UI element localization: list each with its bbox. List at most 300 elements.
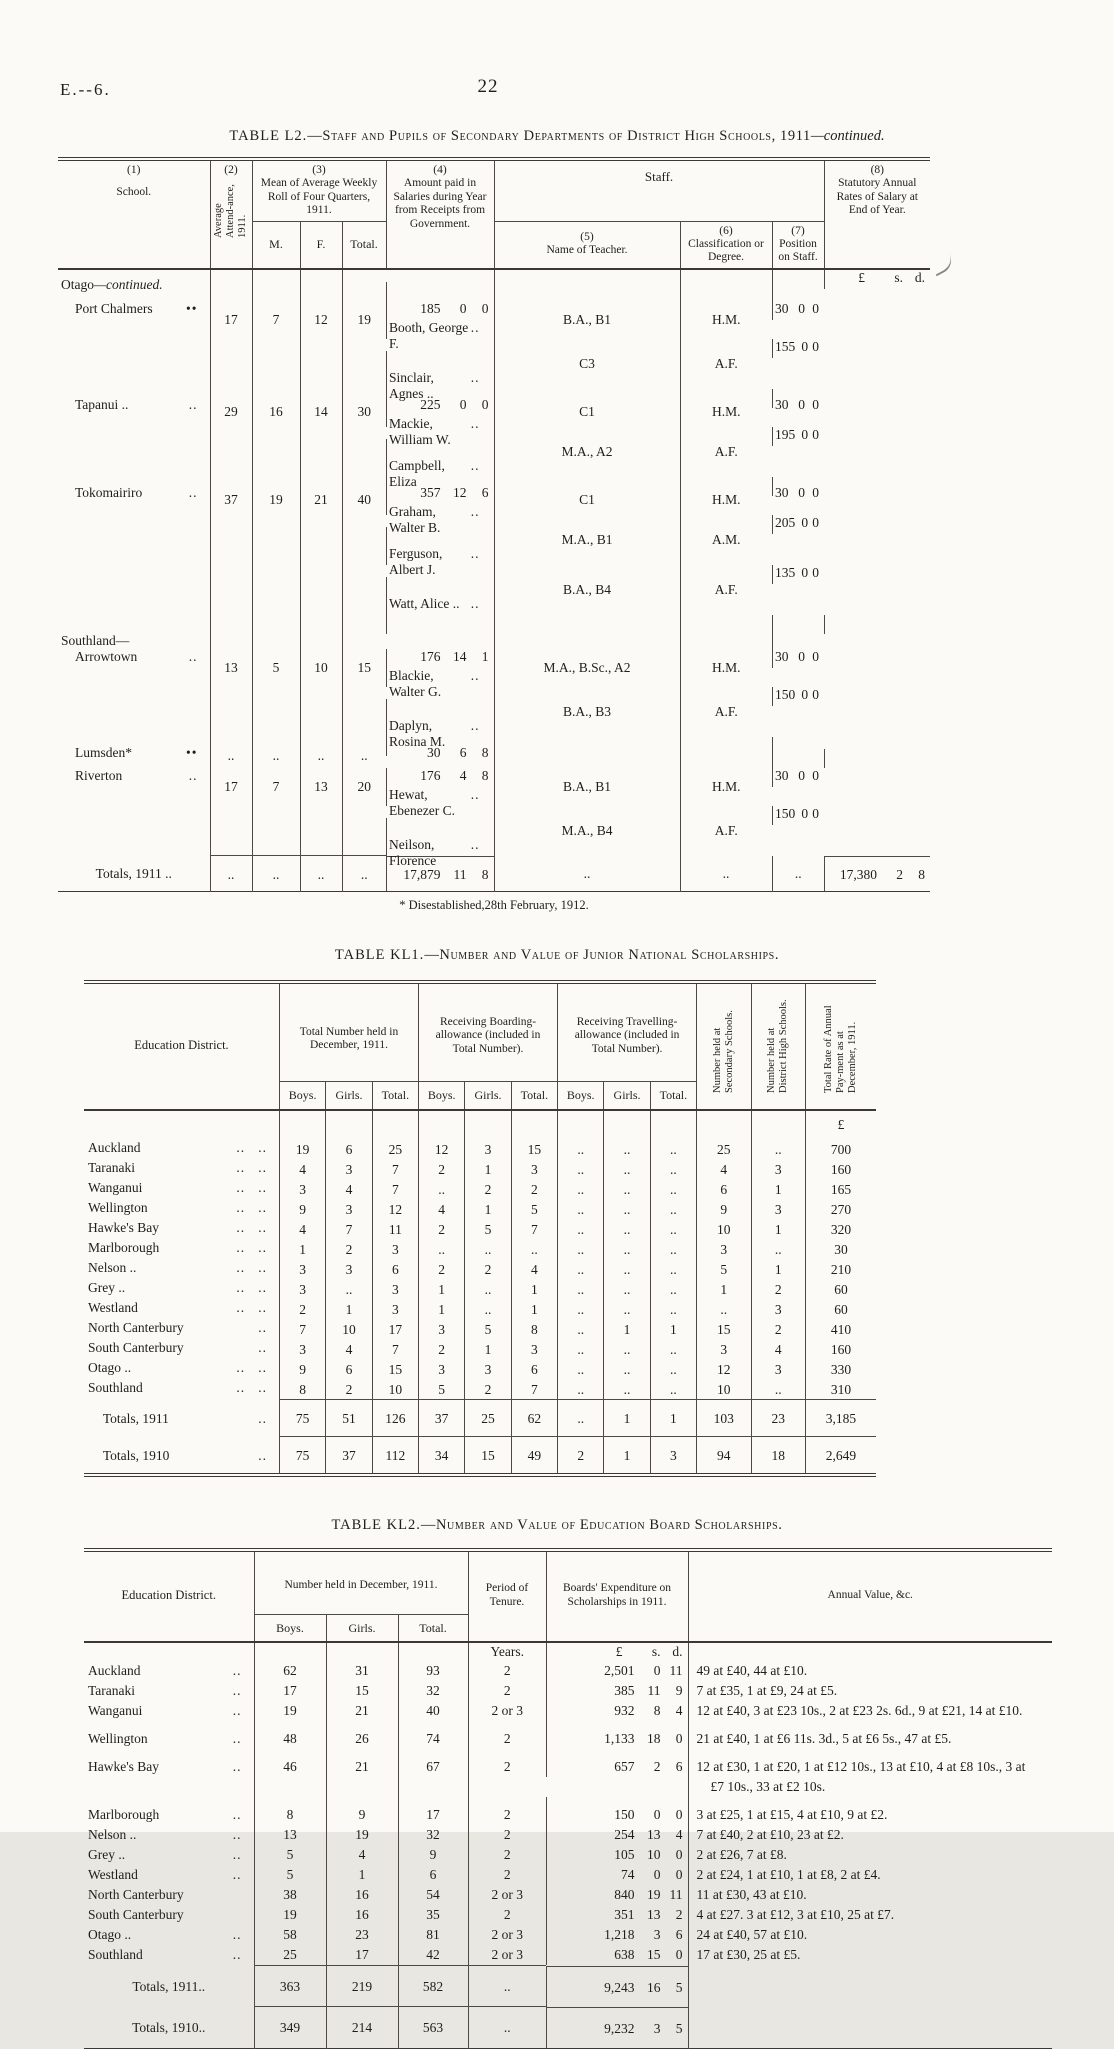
value-cell: 2 or 3 [468,1885,546,1905]
text: Booth, George F. [389,319,469,351]
value-cell: 1 [326,1865,398,1885]
teacher-name-cell [386,457,494,489]
text: Hewat, Ebenezer C. [389,786,455,818]
value-cell: 3 [279,1340,325,1360]
table-row [84,1825,1052,1845]
text: .. .. [236,1359,267,1375]
table-l2-footnote: * Disestablished,28th February, 1912. [399,897,589,912]
text: 13 [647,1827,661,1843]
value-cell [252,615,300,649]
value-cell: 17 [210,768,252,806]
value-cell [210,269,252,301]
classification-cell: M.A., A2 [494,427,680,477]
text: •• [186,744,198,760]
text: 0 [675,1731,683,1747]
value-cell: 2 [279,1300,325,1320]
value-cell: 2 [465,1180,511,1200]
district-cell [84,1380,279,1400]
col-travelling-header: Receiving Travelling-allowance (included in Total Number). [558,982,697,1082]
text: Otago .. [88,1927,132,1943]
value-cell [342,806,386,856]
district-cell [84,1220,279,1240]
value-cell [342,615,386,649]
table-kl1-title: TABLE KL1.—Number and Value of Junior National Scholarships. [334,946,780,963]
value-cell [751,1110,805,1134]
value-cell [252,269,300,301]
text: 0 [675,1947,683,1963]
value-cell [210,339,252,389]
value-cell [252,339,300,389]
value-cell: 21 [326,1749,398,1797]
text: 0 [812,484,820,500]
position-cell: H.M. [680,301,772,339]
text: Nelson .. [88,1827,137,1843]
col-amount-header: (4) Amount paid in Salaries during Year from Receipts from Government. [386,159,494,269]
text: Ferguson, Albert J. [389,545,443,577]
col-district-header: Education District. [121,1588,216,1603]
value-cell: 3 [279,1180,325,1200]
value-cell: 1 [511,1280,557,1300]
school-cell [58,477,210,500]
value-cell: 3 [372,1240,418,1260]
value-cell [558,1110,604,1134]
text: 385 [614,1683,635,1699]
text: 11 [669,1887,683,1903]
text: 0 [675,1867,683,1883]
totals-value-cell: 214 [326,2007,398,2049]
value-cell: 15 [326,1681,398,1701]
value-cell: 19 [252,477,300,515]
text: 0 [798,396,806,412]
text: 2 [675,1907,683,1923]
salary-cell [824,615,930,634]
salary-cell [772,515,824,534]
table-kl1-body [84,1110,876,1476]
text: .. [232,1703,242,1719]
text: 6 [675,1927,683,1943]
value-cell: 42 [398,1945,468,1966]
value-cell: 4 [419,1200,465,1220]
value-cell: .. [604,1380,650,1400]
text: 9,243 [604,1979,635,1995]
text: Marlborough [88,1239,160,1255]
district-cell [84,1825,254,1845]
value-cell: 9 [398,1845,468,1865]
totals-value-cell: 15 [465,1437,511,1476]
text: 155 [775,338,796,354]
salary-cell [772,427,824,446]
value-cell: 3 [326,1260,372,1280]
value-cell: .. [465,1300,511,1320]
teacher-name-cell [386,786,494,818]
text: 638 [614,1947,635,1963]
col-secondary-header: Number held at Secondary Schools. [697,982,751,1110]
text: Sinclair, Agnes .. [389,369,434,401]
text: Grey .. [88,1279,126,1295]
value-cell [650,1110,696,1134]
text: 8 [918,866,926,882]
totals-value-cell: 25 [465,1400,511,1437]
expenditure-cell [546,1797,688,1825]
text: .. [232,1947,242,1963]
value-cell: .. [558,1260,604,1280]
text: Wellington [88,1731,148,1747]
totals-label-cell [84,1400,279,1436]
position-cell: H.M. [680,768,772,806]
classification-cell [680,737,772,768]
value-cell: 19 [254,1701,326,1721]
totals-value-cell: 49 [511,1437,557,1476]
value-cell: .. [604,1300,650,1320]
value-cell: 9 [326,1797,398,1825]
value-cell: 3 [751,1300,805,1320]
salary-cell [824,270,930,289]
text: Wanganui [88,1179,143,1195]
totals-row [58,856,930,892]
school-cell [58,615,210,649]
value-cell: 6 [326,1360,372,1380]
text: Taranaki [88,1159,136,1175]
value-cell: 5 [465,1320,511,1340]
text: 5 [675,2020,683,2036]
text: 13 [647,1907,661,1923]
value-cell: 4 [279,1220,325,1240]
district-cell [84,1240,279,1260]
value-cell: 15 [372,1360,418,1380]
value-cell: 2 [465,1260,511,1280]
text: Wanganui [88,1703,143,1719]
text: .. [232,1663,242,1679]
text: .. [188,648,198,664]
value-cell [342,565,386,615]
text: 0 [801,338,809,354]
text: 16 [647,1979,661,1995]
table-row [84,1701,1052,1721]
value-cell: 19 [279,1134,325,1160]
text: 176 [420,648,441,664]
school-cell [58,768,210,787]
value-cell: 21 [300,477,342,515]
value-cell: 2 [468,1661,546,1681]
scan-artifact [930,254,956,277]
value-cell: .. [650,1360,696,1380]
value-cell: 35 [398,1905,468,1925]
school-cell [58,737,210,760]
value-cell: .. [342,737,386,768]
value-cell: .. [604,1360,650,1380]
totals-value-cell: 75 [279,1400,325,1437]
value-cell: 1 [751,1220,805,1240]
text: 0 [798,767,806,783]
text: Blackie, Walter G. [389,667,442,699]
value-cell: 13 [300,768,342,806]
classification-cell: M.A., B4 [494,806,680,856]
value-cell: 6 [398,1865,468,1885]
teacher-name-cell [386,717,494,749]
district-cell [84,1661,254,1681]
text: £ [615,1644,623,1660]
text: 14 [453,648,467,664]
value-cell: 40 [342,477,386,515]
classification-cell: M.A., B1 [494,515,680,565]
text: Southland [88,1379,143,1395]
totals-row [84,1400,876,1437]
text: .. [232,1827,242,1843]
totals-value-cell: 3 [650,1437,696,1476]
table-row [58,427,930,477]
col-position-header: (7) Position on Staff. [772,221,824,269]
value-cell [252,427,300,477]
value-cell: .. [604,1260,650,1280]
text: 2 [653,1759,661,1775]
table-kl2-title: TABLE KL2.—Number and Value of Education Board Scholarships. [331,1517,783,1534]
value-cell: .. [558,1280,604,1300]
value-cell: 2 [511,1180,557,1200]
value-cell: 31 [326,1661,398,1681]
value-cell: 3 [326,1160,372,1180]
amount-cell [386,301,494,320]
text: .. [470,369,480,385]
value-cell: 5 [252,649,300,687]
text: .. .. [236,1279,267,1295]
value-cell: 5 [465,1220,511,1240]
value-cell: 3 [279,1260,325,1280]
value-cell: 12 [419,1134,465,1160]
value-cell: 2 [468,1749,546,1797]
text: .. [232,1759,242,1775]
salary-cell [772,565,824,584]
annual-value-cell: 7 at £40, 2 at £10, 23 at £2. [688,1825,1052,1845]
text: 225 [420,396,441,412]
value-cell: 2 [419,1160,465,1180]
value-cell: 4 [511,1260,557,1280]
annual-value-cell: 24 at £40, 57 at £10. [688,1925,1052,1945]
value-cell [300,339,342,389]
text: 0 [812,396,820,412]
value-cell [252,806,300,856]
value-cell: .. [419,1180,465,1200]
text: 30 [775,300,789,316]
amount-cell [386,615,494,634]
col-school-header: (1) School. [116,164,152,198]
teacher-name-cell [494,615,680,649]
totals-teacher-cell: .. [494,856,680,892]
text: Marlborough [88,1807,160,1823]
position-cell: H.M. [680,649,772,687]
text: 1 [481,648,489,664]
value-cell: 7 [372,1180,418,1200]
value-cell: 3 [511,1340,557,1360]
table-row [58,477,930,515]
table-row [84,1360,876,1380]
text: 12 [453,484,467,500]
text: Lumsden* [75,744,132,760]
value-cell: 15 [342,649,386,687]
value-cell: 7 [372,1160,418,1180]
value-cell: 30 [805,1240,876,1260]
table-row [84,1380,876,1400]
value-cell: 9 [279,1360,325,1380]
value-cell: 6 [697,1180,751,1200]
text: d. [914,269,926,285]
text: 19 [647,1887,661,1903]
col-district-header: Education District. [134,1037,229,1052]
table-row [84,1797,1052,1825]
value-cell: 1 [650,1320,696,1340]
district-cell [84,1681,254,1701]
value-cell: 54 [398,1885,468,1905]
value-cell: .. [465,1280,511,1300]
value-cell [300,515,342,565]
text: 11 [647,1683,661,1699]
value-cell: 17 [254,1681,326,1701]
value-cell: 1 [751,1180,805,1200]
value-cell [300,615,342,649]
position-cell: A.F. [680,565,772,615]
text: 0 [812,426,820,442]
value-cell: 2 [468,1721,546,1749]
table-row [58,515,930,565]
value-cell [372,1110,418,1134]
col-boys-header: Boys. [254,1614,326,1642]
value-cell: .. [558,1180,604,1200]
annual-value-cell: 4 at £27. 3 at £12, 3 at £10, 25 at £7. [688,1905,1052,1925]
totals-value-cell: 3,185 [805,1400,876,1437]
position-cell: A.F. [680,427,772,477]
salary-cell [772,477,824,500]
text: 2,501 [604,1663,635,1679]
value-cell: 4 [326,1180,372,1200]
value-cell: .. [558,1240,604,1260]
district-cell [84,1280,279,1300]
district-cell [84,1160,279,1180]
table-row [58,269,930,301]
table-row [58,806,930,856]
value-cell [300,565,342,615]
teacher-name-cell [386,596,494,615]
value-cell: 62 [254,1661,326,1681]
value-cell: 15 [697,1320,751,1340]
value-cell [300,427,342,477]
amount-cell [386,818,494,837]
text: .. [258,1447,267,1463]
text: 0 [675,1807,683,1823]
value-cell: 32 [398,1681,468,1701]
text: Totals, 1910 [86,1447,170,1463]
value-cell [254,1642,326,1661]
value-cell [342,687,386,737]
text: 105 [614,1847,635,1863]
value-cell: 2 [751,1280,805,1300]
totals-value-cell: 94 [697,1437,751,1476]
value-cell: 93 [398,1661,468,1681]
totals-value-cell: 103 [697,1400,751,1437]
salary-cell [772,768,824,787]
text: 74 [621,1867,635,1883]
value-cell: 2 or 3 [468,1701,546,1721]
text: South Canterbury [88,1907,184,1923]
district-cell [84,1134,279,1160]
value-cell: 1 [419,1280,465,1300]
text: .. [188,767,198,783]
text: 30 [775,648,789,664]
district-cell [84,1925,254,1945]
value-cell: .. [604,1220,650,1240]
text: 176 [420,767,441,783]
totals-row [84,1966,1052,2007]
text: 0 [812,767,820,783]
value-cell [252,515,300,565]
value-cell: .. [650,1340,696,1360]
value-cell: .. [604,1160,650,1180]
col-mean-roll-header: (3) Mean of Average Weekly Roll of Four Quarters, 1911. [252,159,386,221]
totals-value-cell: 37 [419,1400,465,1437]
salary-cell [772,649,824,668]
totals-value-cell: 563 [398,2007,468,2049]
value-cell: 1 [465,1340,511,1360]
text: 8 [481,767,489,783]
district-cell [84,1110,279,1134]
table-row [84,1749,1052,1797]
text: .. [232,1847,242,1863]
value-cell: .. [465,1240,511,1260]
value-cell: 58 [254,1925,326,1945]
totals-value-cell: 112 [372,1437,418,1476]
value-cell: .. [650,1280,696,1300]
junior-scholarships-table [84,980,876,1478]
salary-cell [824,749,930,768]
text: .. .. [236,1159,267,1175]
district-cell [84,1340,279,1360]
col-expenditure-header: Boards' Expenditure on Scholarships in 1911. [546,1550,688,1642]
annual-value-cell: 12 at £30, 1 at £20, 1 at £12 10s., 13 at £10, 4 at £8 10s., 3 at £7 10s., 33 at £2 10s. [688,1749,1052,1797]
value-cell: 19 [326,1825,398,1845]
continued-label: —continued. [94,277,163,293]
col-girls-header: Girls. [326,1614,398,1642]
amount-cell [386,351,494,370]
value-cell: 3 [697,1240,751,1260]
table-kl2-body [84,1642,1052,2048]
totals-value-cell: 18 [751,1437,805,1476]
staff-group-header: Staff. [494,159,824,221]
text: Grey .. [88,1847,126,1863]
text: 0 [798,484,806,500]
value-cell [342,515,386,565]
district-cell [84,1701,254,1721]
value-cell: 2 [326,1380,372,1400]
value-cell: 4 [326,1340,372,1360]
page-header [58,76,1056,110]
text: 10 [647,1847,661,1863]
expenditure-cell [546,1749,688,1777]
table-row [84,1240,876,1260]
table-row [58,615,930,649]
salary-cell [772,301,824,320]
position-cell: A.F. [680,806,772,856]
value-cell: 21 [326,1701,398,1721]
value-cell [342,339,386,389]
col-district-high-header: Number held at District High Schools. [751,982,805,1110]
text: .. .. [236,1199,267,1215]
value-cell: 8 [254,1797,326,1825]
value-cell: 9 [697,1200,751,1220]
value-cell: 2 [468,1865,546,1885]
col-attendance-header: (2) Average Attend-ance, 1911. [210,159,252,269]
value-cell: 5 [511,1200,557,1220]
col-total-header: Total. [372,1082,418,1110]
totals-value-cell: .. [300,856,342,892]
text: 0 [653,1867,661,1883]
